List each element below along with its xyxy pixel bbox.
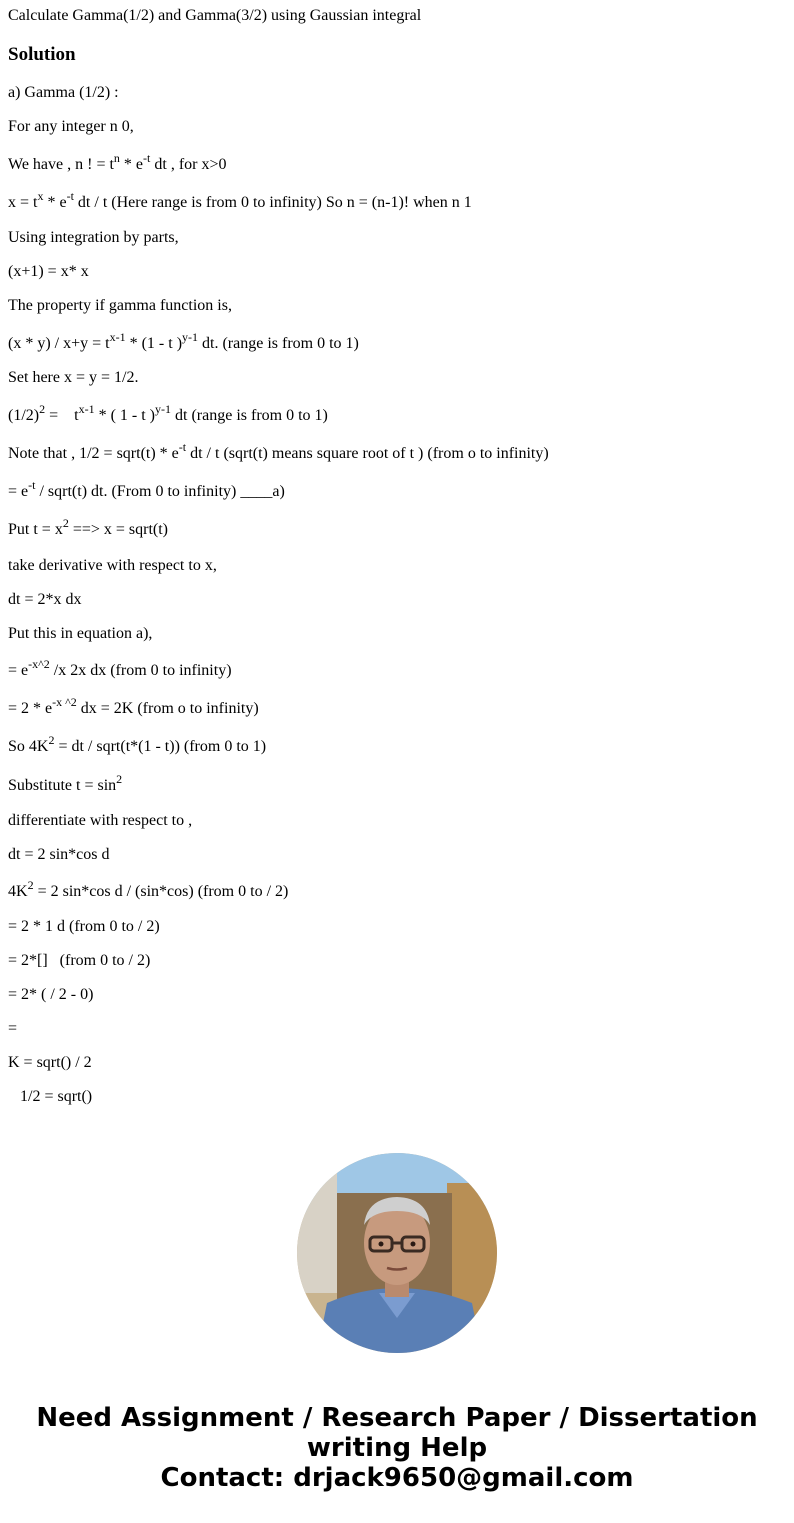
- solution-line: [8, 477, 285, 501]
- solution-line: [8, 694, 259, 718]
- solution-line: [8, 439, 549, 463]
- line-text: Substitute t = sin: [8, 777, 117, 794]
- footer-line-2: writing Help: [306, 1433, 488, 1463]
- solution-line: [8, 656, 232, 680]
- line-text: * e: [43, 194, 67, 211]
- superscript: x: [37, 188, 44, 203]
- solution-line: [8, 877, 289, 901]
- solution-line: [8, 771, 123, 795]
- solution-line: [8, 297, 232, 315]
- solution-line: [8, 557, 217, 575]
- superscript: -t: [28, 477, 36, 492]
- line-text: / sqrt(t) dt. (From 0 to infinity) ____a): [35, 483, 285, 500]
- solution-line: [8, 263, 89, 281]
- solution-line: [8, 1088, 92, 1106]
- line-text: dt / t (Here range is from 0 to infinity) So n = (n-1)! when n 1: [73, 194, 472, 211]
- line-text: dt = 2*x dx: [8, 591, 82, 608]
- line-text: (1/2): [8, 407, 40, 424]
- line-text: = 2 sin*cos d / (sin*cos) (from 0 to / 2): [33, 883, 289, 900]
- superscript: -t: [143, 150, 151, 165]
- line-text: The property if gamma function is,: [8, 297, 232, 314]
- line-text: Put t = x: [8, 521, 63, 538]
- solution-line: [8, 625, 152, 643]
- solution-line: [8, 401, 328, 425]
- line-text: For any integer n 0,: [8, 118, 134, 135]
- solution-line: [8, 369, 138, 387]
- solution-line: [8, 229, 179, 247]
- line-text: = 2 * 1 d (from 0 to / 2): [8, 918, 160, 935]
- line-text: dt / t (sqrt(t) means square root of t ) (from o to infinity): [186, 445, 549, 462]
- line-text: K = sqrt() / 2: [8, 1054, 92, 1071]
- line-text: Using integration by parts,: [8, 229, 179, 246]
- line-text: differentiate with respect to ,: [8, 812, 193, 829]
- footer-line-3: Contact: drjack9650@gmail.com: [160, 1463, 634, 1493]
- line-text: (x+1) = x* x: [8, 263, 89, 280]
- superscript: 2: [62, 515, 69, 530]
- line-text: We have , n ! = t: [8, 156, 114, 173]
- solution-line: [8, 918, 160, 936]
- superscript: 2: [116, 771, 123, 786]
- line-text: So 4K: [8, 738, 49, 755]
- line-text: take derivative with respect to x,: [8, 557, 217, 574]
- solution-line: [8, 118, 134, 136]
- superscript: -t: [178, 439, 187, 454]
- line-text: Put this in equation a),: [8, 625, 153, 642]
- line-text: =: [8, 1020, 18, 1037]
- line-text: = 2 * e: [8, 700, 53, 717]
- solution-line: [8, 952, 150, 970]
- superscript: n: [113, 150, 120, 165]
- line-text: * e: [119, 156, 144, 173]
- solution-line: [8, 150, 227, 174]
- solution-line: [8, 812, 192, 830]
- line-text: x = t: [8, 194, 38, 211]
- line-text: = 2* ( / 2 - 0): [8, 986, 94, 1003]
- solution-line: [8, 188, 472, 212]
- line-text: Set here x = y = 1/2.: [8, 369, 139, 386]
- superscript: y-1: [182, 329, 199, 344]
- line-text: dt , for x>0: [150, 156, 227, 173]
- footer-line-1: Need Assignment / Research Paper / Dissertation: [36, 1403, 758, 1433]
- superscript: 2: [39, 401, 46, 416]
- solution-line: [8, 846, 109, 864]
- line-text: = 2*[] (from 0 to / 2): [8, 952, 151, 969]
- line-text: * (1 - t ): [125, 335, 183, 352]
- solution-line: [8, 84, 119, 102]
- solution-line: [8, 986, 93, 1004]
- author-avatar: [297, 1153, 497, 1353]
- solution-line: [8, 329, 359, 353]
- footer-contact: [0, 1403, 794, 1493]
- solution-line: [8, 591, 81, 609]
- solution-line: [8, 1020, 17, 1038]
- superscript: y-1: [155, 401, 172, 416]
- superscript: x-1: [78, 401, 95, 416]
- superscript: 2: [48, 732, 55, 747]
- line-text: = dt / sqrt(t*(1 - t)) (from 0 to 1): [54, 738, 267, 755]
- line-text: * ( 1 - t ): [94, 407, 156, 424]
- solution-line: [8, 515, 169, 539]
- superscript: x-1: [109, 329, 126, 344]
- solution-line: [8, 732, 267, 756]
- line-text: a) Gamma (1/2) :: [8, 84, 119, 101]
- superscript: 2: [27, 877, 34, 892]
- superscript: -t: [66, 188, 74, 203]
- solution-heading: Solution: [8, 44, 76, 65]
- line-text: dt (range is from 0 to 1): [171, 407, 328, 424]
- line-text: 1/2 = sqrt(): [8, 1088, 93, 1105]
- line-text: ==> x = sqrt(t): [68, 521, 169, 538]
- superscript: -x^2: [28, 656, 50, 671]
- line-text: 4K: [8, 883, 28, 900]
- question-title: Calculate Gamma(1/2) and Gamma(3/2) using Gaussian integral: [8, 7, 422, 24]
- line-text: = e: [8, 662, 29, 679]
- line-text: Note that , 1/2 = sqrt(t) * e: [8, 445, 179, 462]
- line-text: /x 2x dx (from 0 to infinity): [49, 662, 232, 679]
- solution-line: [8, 1054, 92, 1072]
- line-text: dt = 2 sin*cos d: [8, 846, 110, 863]
- line-text: dt. (range is from 0 to 1): [198, 335, 359, 352]
- line-text: (x * y) / x+y = t: [8, 335, 110, 352]
- line-text: dx = 2K (from o to infinity): [76, 700, 259, 717]
- superscript: -x ^2: [52, 694, 77, 709]
- line-text: = e: [8, 483, 29, 500]
- line-text: = t: [45, 407, 79, 424]
- author-portrait-image: [297, 1153, 497, 1353]
